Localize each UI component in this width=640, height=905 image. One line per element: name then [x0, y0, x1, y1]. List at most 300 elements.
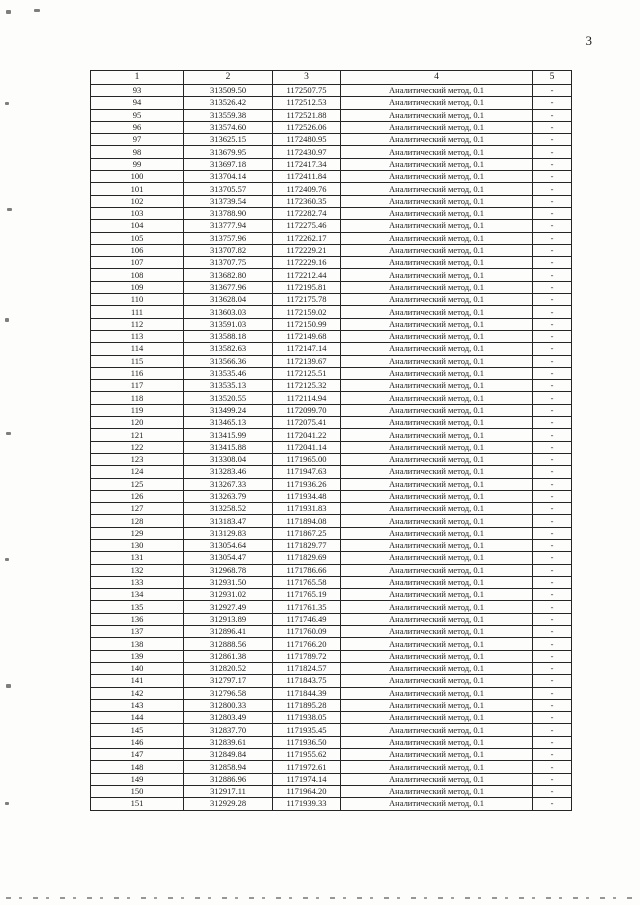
table-cell: 312968.78 — [184, 564, 273, 576]
table-cell: 1172195.81 — [273, 281, 341, 293]
table-cell: Аналитический метод, 0.1 — [341, 798, 533, 810]
table-cell: - — [533, 785, 572, 797]
table-row — [91, 515, 572, 527]
table-cell: 126 — [91, 490, 184, 502]
table-cell: - — [533, 97, 572, 109]
table-cell: 1172150.99 — [273, 318, 341, 330]
table-cell: Аналитический метод, 0.1 — [341, 552, 533, 564]
table-cell: Аналитический метод, 0.1 — [341, 343, 533, 355]
table-cell: 312800.33 — [184, 699, 273, 711]
table-cell: Аналитический метод, 0.1 — [341, 724, 533, 736]
table-cell: 313535.13 — [184, 380, 273, 392]
table-row — [91, 589, 572, 601]
table-cell: 1172125.32 — [273, 380, 341, 392]
table-cell: 130 — [91, 539, 184, 551]
table-cell: 1171765.19 — [273, 589, 341, 601]
table-row — [91, 626, 572, 638]
table-cell: - — [533, 220, 572, 232]
table-cell: Аналитический метод, 0.1 — [341, 626, 533, 638]
column-header: 4 — [341, 71, 533, 85]
scan-artifact — [6, 684, 11, 688]
table-cell: - — [533, 650, 572, 662]
table-cell: 133 — [91, 576, 184, 588]
table-cell: 313628.04 — [184, 294, 273, 306]
table-cell: 102 — [91, 195, 184, 207]
table-cell: Аналитический метод, 0.1 — [341, 367, 533, 379]
table-cell: Аналитический метод, 0.1 — [341, 134, 533, 146]
table-cell: Аналитический метод, 0.1 — [341, 515, 533, 527]
table-cell: Аналитический метод, 0.1 — [341, 638, 533, 650]
table-row — [91, 749, 572, 761]
table-row — [91, 490, 572, 502]
table-row — [91, 343, 572, 355]
table-cell: 313705.57 — [184, 183, 273, 195]
table-cell: 313308.04 — [184, 453, 273, 465]
table-cell: 312917.11 — [184, 785, 273, 797]
table-row — [91, 736, 572, 748]
table-cell: 151 — [91, 798, 184, 810]
table-cell: 138 — [91, 638, 184, 650]
table-row — [91, 330, 572, 342]
table-cell: 1172282.74 — [273, 207, 341, 219]
table-cell: 136 — [91, 613, 184, 625]
table-cell: Аналитический метод, 0.1 — [341, 85, 533, 97]
table-cell: 139 — [91, 650, 184, 662]
table-cell: Аналитический метод, 0.1 — [341, 761, 533, 773]
page-number: 3 — [585, 33, 592, 48]
table-cell: 149 — [91, 773, 184, 785]
table-row — [91, 367, 572, 379]
table-cell: 116 — [91, 367, 184, 379]
table-cell: Аналитический метод, 0.1 — [341, 441, 533, 453]
table-cell: Аналитический метод, 0.1 — [341, 146, 533, 158]
table-cell: 144 — [91, 712, 184, 724]
table-header — [91, 71, 572, 85]
table-cell: 143 — [91, 699, 184, 711]
table-cell: 99 — [91, 158, 184, 170]
table-cell: 312839.61 — [184, 736, 273, 748]
table-row — [91, 675, 572, 687]
table-cell: - — [533, 121, 572, 133]
table-cell: - — [533, 712, 572, 724]
table-row — [91, 453, 572, 465]
table-cell: 1172417.34 — [273, 158, 341, 170]
table-cell: 1171766.20 — [273, 638, 341, 650]
table-cell: Аналитический метод, 0.1 — [341, 269, 533, 281]
table-cell: 1171786.66 — [273, 564, 341, 576]
table-cell: 1171964.20 — [273, 785, 341, 797]
table-cell: 100 — [91, 171, 184, 183]
table-cell: 1171936.50 — [273, 736, 341, 748]
table-row — [91, 195, 572, 207]
table-cell: 1172041.22 — [273, 429, 341, 441]
table-row — [91, 441, 572, 453]
table-cell: 97 — [91, 134, 184, 146]
table-cell: - — [533, 773, 572, 785]
table-cell: 312931.02 — [184, 589, 273, 601]
table-cell: 1172512.53 — [273, 97, 341, 109]
column-header: 3 — [273, 71, 341, 85]
table-cell: Аналитический метод, 0.1 — [341, 109, 533, 121]
table-cell: Аналитический метод, 0.1 — [341, 404, 533, 416]
table-row — [91, 232, 572, 244]
table-cell: - — [533, 662, 572, 674]
table-cell: 123 — [91, 453, 184, 465]
table-cell: 1172521.88 — [273, 109, 341, 121]
table-cell: 127 — [91, 503, 184, 515]
table-cell: - — [533, 343, 572, 355]
scan-artifact — [5, 102, 9, 105]
table-cell: 111 — [91, 306, 184, 318]
table-cell: - — [533, 244, 572, 256]
table-cell: 131 — [91, 552, 184, 564]
table-cell: 312837.70 — [184, 724, 273, 736]
table-cell: 106 — [91, 244, 184, 256]
table-row — [91, 281, 572, 293]
table-cell: 1172360.35 — [273, 195, 341, 207]
table-cell: Аналитический метод, 0.1 — [341, 183, 533, 195]
table-cell: Аналитический метод, 0.1 — [341, 220, 533, 232]
table-cell: Аналитический метод, 0.1 — [341, 294, 533, 306]
table-cell: 137 — [91, 626, 184, 638]
table-cell: - — [533, 675, 572, 687]
table-row — [91, 404, 572, 416]
table-row — [91, 220, 572, 232]
table-cell: 313591.03 — [184, 318, 273, 330]
table-row — [91, 552, 572, 564]
table-cell: 146 — [91, 736, 184, 748]
table-cell: - — [533, 355, 572, 367]
table-cell: Аналитический метод, 0.1 — [341, 773, 533, 785]
scan-noise-line — [6, 897, 634, 899]
table-cell: 313465.13 — [184, 417, 273, 429]
table-cell: 148 — [91, 761, 184, 773]
table-cell: 313526.42 — [184, 97, 273, 109]
table-cell: - — [533, 724, 572, 736]
table-row — [91, 466, 572, 478]
table-cell: - — [533, 441, 572, 453]
table-cell: 312796.58 — [184, 687, 273, 699]
table-cell: 129 — [91, 527, 184, 539]
table-cell: - — [533, 576, 572, 588]
table-cell: 1171746.49 — [273, 613, 341, 625]
table-cell: 313559.38 — [184, 109, 273, 121]
table-cell: 1171765.58 — [273, 576, 341, 588]
table-cell: 114 — [91, 343, 184, 355]
table-cell: Аналитический метод, 0.1 — [341, 158, 533, 170]
table-cell: 313588.18 — [184, 330, 273, 342]
table-row — [91, 539, 572, 551]
table-cell: 313566.36 — [184, 355, 273, 367]
table-row — [91, 662, 572, 674]
table-row — [91, 171, 572, 183]
table-cell: Аналитический метод, 0.1 — [341, 749, 533, 761]
table-cell: - — [533, 589, 572, 601]
table-cell: 313582.63 — [184, 343, 273, 355]
table-cell: 313603.03 — [184, 306, 273, 318]
table-cell: 312858.94 — [184, 761, 273, 773]
table-cell: Аналитический метод, 0.1 — [341, 601, 533, 613]
table-cell: 312913.89 — [184, 613, 273, 625]
table-row — [91, 576, 572, 588]
table-cell: 1171829.77 — [273, 539, 341, 551]
table-cell: 313129.83 — [184, 527, 273, 539]
table-cell: 313054.64 — [184, 539, 273, 551]
table-cell: 1172262.17 — [273, 232, 341, 244]
table-row — [91, 392, 572, 404]
table-cell: 113 — [91, 330, 184, 342]
table-cell: Аналитический метод, 0.1 — [341, 330, 533, 342]
table-row — [91, 687, 572, 699]
table-cell: 140 — [91, 662, 184, 674]
table-header-row — [91, 71, 572, 85]
table-row — [91, 699, 572, 711]
table-cell: 1171938.05 — [273, 712, 341, 724]
table-cell: Аналитический метод, 0.1 — [341, 244, 533, 256]
table-cell: 313499.24 — [184, 404, 273, 416]
table-cell: 1172409.76 — [273, 183, 341, 195]
table-cell: 312931.50 — [184, 576, 273, 588]
table-cell: - — [533, 146, 572, 158]
table-cell: - — [533, 257, 572, 269]
table-cell: 1171867.25 — [273, 527, 341, 539]
table-cell: - — [533, 367, 572, 379]
table-cell: 1172125.51 — [273, 367, 341, 379]
table-row — [91, 724, 572, 736]
table-cell: 121 — [91, 429, 184, 441]
table-cell: 1171895.28 — [273, 699, 341, 711]
table-cell: Аналитический метод, 0.1 — [341, 490, 533, 502]
table-row — [91, 564, 572, 576]
table-row — [91, 527, 572, 539]
table-cell: 1171939.33 — [273, 798, 341, 810]
table-cell: 134 — [91, 589, 184, 601]
table-row — [91, 97, 572, 109]
table-cell: 150 — [91, 785, 184, 797]
table-cell: 312888.56 — [184, 638, 273, 650]
table-cell: Аналитический метод, 0.1 — [341, 121, 533, 133]
table-cell: 125 — [91, 478, 184, 490]
table-cell: 312886.96 — [184, 773, 273, 785]
table-cell: Аналитический метод, 0.1 — [341, 97, 533, 109]
table-cell: 1171936.26 — [273, 478, 341, 490]
table-cell: 135 — [91, 601, 184, 613]
table-cell: Аналитический метод, 0.1 — [341, 613, 533, 625]
table-cell: - — [533, 380, 572, 392]
scan-artifact — [6, 432, 11, 435]
table-cell: Аналитический метод, 0.1 — [341, 503, 533, 515]
table-cell: - — [533, 281, 572, 293]
table-cell: Аналитический метод, 0.1 — [341, 195, 533, 207]
table-cell: - — [533, 761, 572, 773]
table-cell: 313263.79 — [184, 490, 273, 502]
table-cell: 1171844.39 — [273, 687, 341, 699]
table-cell: 1172275.46 — [273, 220, 341, 232]
table-cell: 109 — [91, 281, 184, 293]
table-row — [91, 85, 572, 97]
table-cell: 312849.84 — [184, 749, 273, 761]
table-cell: 107 — [91, 257, 184, 269]
table-cell: 1171935.45 — [273, 724, 341, 736]
table-cell: 1171947.63 — [273, 466, 341, 478]
table-cell: 1171761.35 — [273, 601, 341, 613]
table-cell: 1172480.95 — [273, 134, 341, 146]
table-row — [91, 761, 572, 773]
table-row — [91, 429, 572, 441]
table-cell: 312927.49 — [184, 601, 273, 613]
table-cell: Аналитический метод, 0.1 — [341, 675, 533, 687]
table-cell: 115 — [91, 355, 184, 367]
table-row — [91, 294, 572, 306]
table-cell: Аналитический метод, 0.1 — [341, 785, 533, 797]
table-cell: 108 — [91, 269, 184, 281]
table-row — [91, 207, 572, 219]
table-cell: - — [533, 404, 572, 416]
table-cell: - — [533, 626, 572, 638]
table-row — [91, 109, 572, 121]
table-cell: - — [533, 552, 572, 564]
table-cell: - — [533, 478, 572, 490]
table-cell: Аналитический метод, 0.1 — [341, 281, 533, 293]
table-row — [91, 503, 572, 515]
table-cell: - — [533, 330, 572, 342]
table-cell: 1171824.57 — [273, 662, 341, 674]
table-cell: 103 — [91, 207, 184, 219]
table-cell: - — [533, 318, 572, 330]
table-cell: 120 — [91, 417, 184, 429]
table-row — [91, 773, 572, 785]
table-cell: 119 — [91, 404, 184, 416]
table-cell: 313757.96 — [184, 232, 273, 244]
table-cell: - — [533, 515, 572, 527]
table-cell: 145 — [91, 724, 184, 736]
table-cell: - — [533, 564, 572, 576]
table-cell: 122 — [91, 441, 184, 453]
table-cell: 94 — [91, 97, 184, 109]
table-cell: 1171931.83 — [273, 503, 341, 515]
table-cell: 1171934.48 — [273, 490, 341, 502]
table-cell: - — [533, 503, 572, 515]
table-row — [91, 798, 572, 810]
scan-artifact — [6, 10, 11, 14]
table-cell: 313535.46 — [184, 367, 273, 379]
table-cell: 101 — [91, 183, 184, 195]
table-cell: Аналитический метод, 0.1 — [341, 662, 533, 674]
table-cell: - — [533, 490, 572, 502]
column-header: 2 — [184, 71, 273, 85]
table-cell: 313777.94 — [184, 220, 273, 232]
table-cell: 313739.54 — [184, 195, 273, 207]
table-cell: 1171965.00 — [273, 453, 341, 465]
scan-artifact — [5, 318, 9, 322]
scan-artifact — [5, 558, 9, 561]
table-cell: 1172114.94 — [273, 392, 341, 404]
table-cell: - — [533, 613, 572, 625]
table-row — [91, 244, 572, 256]
table-cell: Аналитический метод, 0.1 — [341, 257, 533, 269]
table-cell: - — [533, 749, 572, 761]
table-cell: - — [533, 392, 572, 404]
table-cell: - — [533, 306, 572, 318]
table-cell: 313520.55 — [184, 392, 273, 404]
table-cell: 1172430.97 — [273, 146, 341, 158]
table-cell: - — [533, 687, 572, 699]
table-cell: 1172139.67 — [273, 355, 341, 367]
table-cell: 313183.47 — [184, 515, 273, 527]
table-cell: Аналитический метод, 0.1 — [341, 429, 533, 441]
table-row — [91, 121, 572, 133]
scan-artifact — [7, 208, 12, 211]
table-cell: - — [533, 429, 572, 441]
table-row — [91, 380, 572, 392]
table-row — [91, 355, 572, 367]
table-cell: Аналитический метод, 0.1 — [341, 687, 533, 699]
table-cell: 1172229.21 — [273, 244, 341, 256]
table-cell: 1172175.78 — [273, 294, 341, 306]
table-cell: 1172507.75 — [273, 85, 341, 97]
table-cell: - — [533, 171, 572, 183]
table-cell: - — [533, 158, 572, 170]
table-cell: Аналитический метод, 0.1 — [341, 527, 533, 539]
scan-artifact — [34, 9, 40, 12]
table-row — [91, 269, 572, 281]
table-cell: 98 — [91, 146, 184, 158]
table-cell: 110 — [91, 294, 184, 306]
table-cell: - — [533, 736, 572, 748]
table-cell: Аналитический метод, 0.1 — [341, 417, 533, 429]
table-cell: 313697.18 — [184, 158, 273, 170]
table-cell: - — [533, 109, 572, 121]
table-cell: - — [533, 638, 572, 650]
table-cell: 313283.46 — [184, 466, 273, 478]
table-cell: 313679.95 — [184, 146, 273, 158]
table-cell: 105 — [91, 232, 184, 244]
table-cell: 313707.82 — [184, 244, 273, 256]
table-cell: 312896.41 — [184, 626, 273, 638]
table-cell: 313788.90 — [184, 207, 273, 219]
table-row — [91, 638, 572, 650]
table-cell: 1171789.72 — [273, 650, 341, 662]
table-cell: Аналитический метод, 0.1 — [341, 466, 533, 478]
table-row — [91, 318, 572, 330]
table-cell: 1172149.68 — [273, 330, 341, 342]
table-cell: 312803.49 — [184, 712, 273, 724]
table-cell: 313415.88 — [184, 441, 273, 453]
table-cell: 1172147.14 — [273, 343, 341, 355]
table-row — [91, 257, 572, 269]
table-cell: 1172159.02 — [273, 306, 341, 318]
table-cell: 313054.47 — [184, 552, 273, 564]
table-cell: 1172041.14 — [273, 441, 341, 453]
table-cell: Аналитический метод, 0.1 — [341, 355, 533, 367]
table-cell: - — [533, 453, 572, 465]
table-cell: Аналитический метод, 0.1 — [341, 478, 533, 490]
table-cell: 313509.50 — [184, 85, 273, 97]
table-cell: 313267.33 — [184, 478, 273, 490]
table-cell: 142 — [91, 687, 184, 699]
table-cell: - — [533, 466, 572, 478]
table-cell: 1172411.84 — [273, 171, 341, 183]
table-cell: 1172229.16 — [273, 257, 341, 269]
table-row — [91, 183, 572, 195]
table-cell: 313704.14 — [184, 171, 273, 183]
table-cell: 313625.15 — [184, 134, 273, 146]
table-cell: Аналитический метод, 0.1 — [341, 589, 533, 601]
table-cell: - — [533, 601, 572, 613]
table-row — [91, 613, 572, 625]
table-row — [91, 650, 572, 662]
table-cell: 313707.75 — [184, 257, 273, 269]
